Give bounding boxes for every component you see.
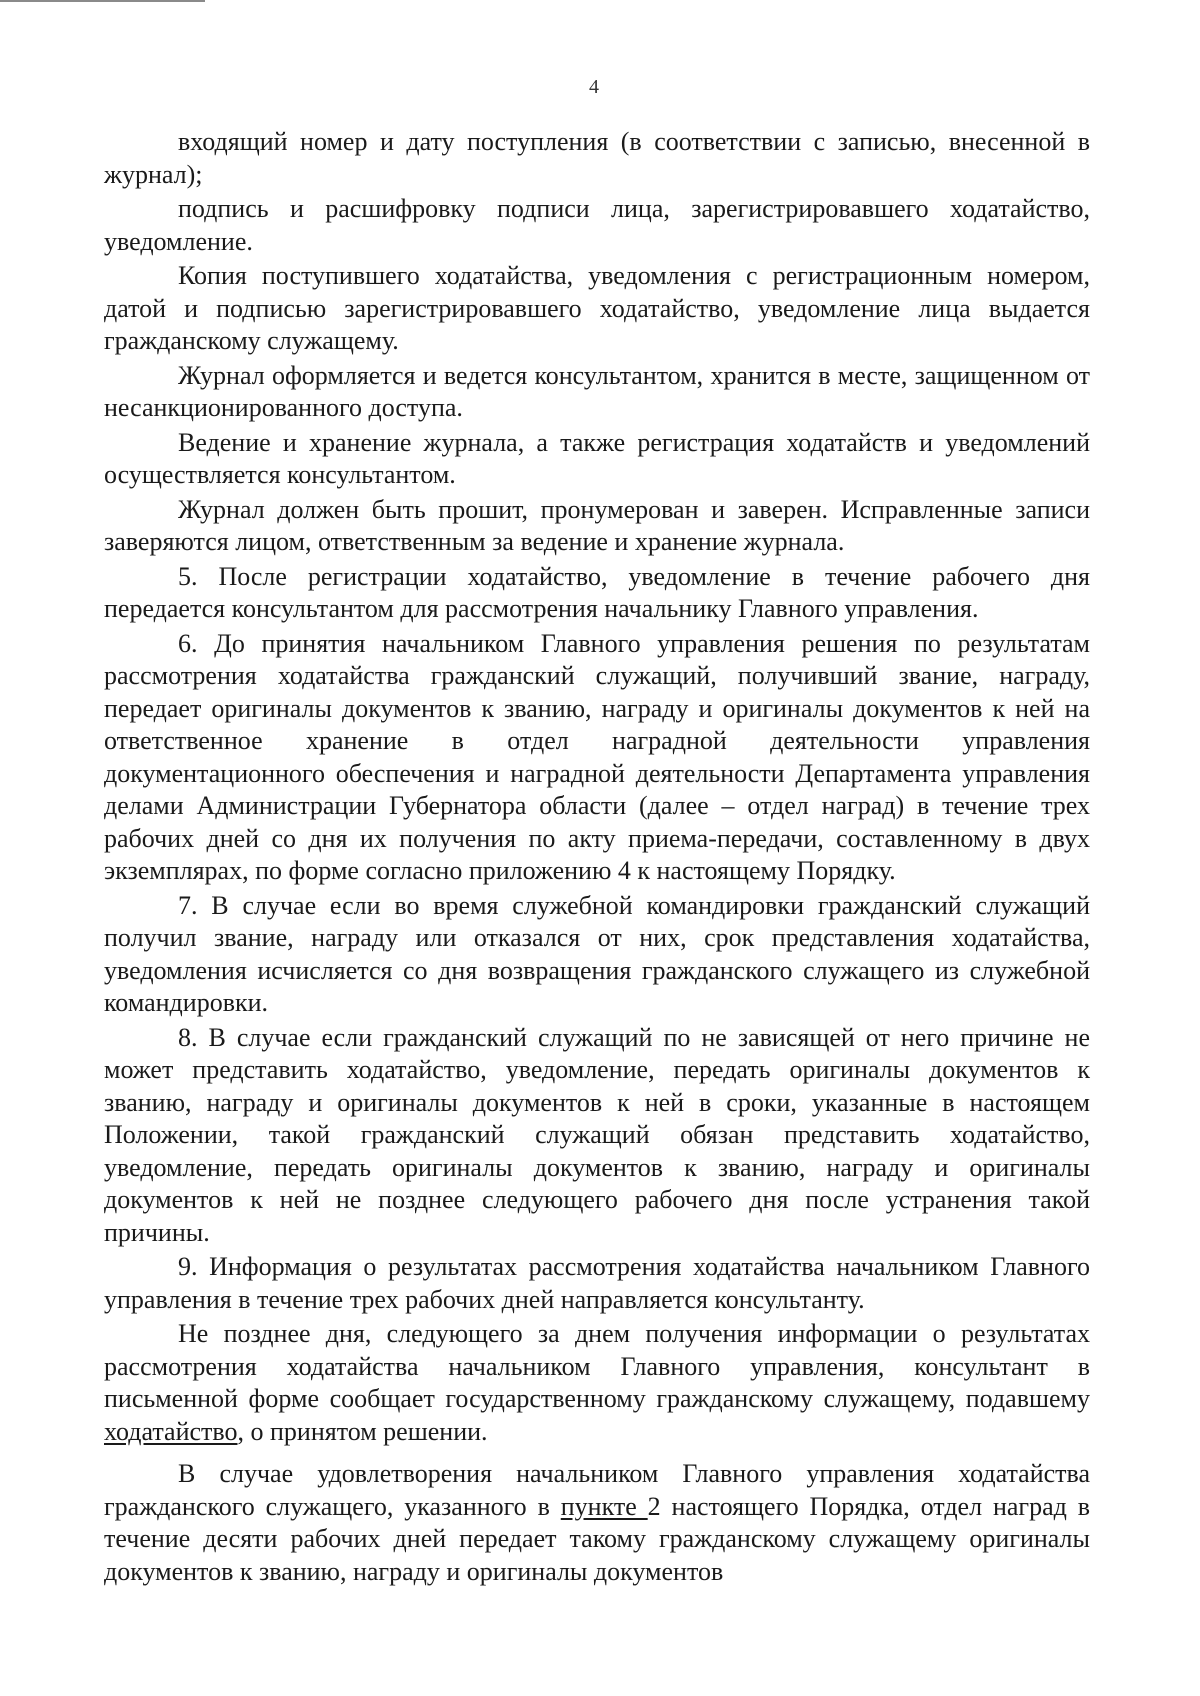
paragraph: [104, 1458, 1090, 1588]
paragraph: Журнал должен быть прошит, пронумерован и заверен. Исправленные записи заверяются лицом, ответственным за ведение и хранение журнала.: [104, 494, 1090, 556]
page-number: 4: [589, 76, 599, 98]
paragraph: [104, 1318, 1090, 1448]
hyperlink-punkt[interactable]: пункте: [560, 1491, 648, 1521]
scan-edge-line: [0, 0, 205, 2]
paragraph-text: В случае удовлетворения начальником Главного управления ходатайства гражданского служащего, указанного в: [104, 1459, 1090, 1521]
hyperlink-hodataystvo[interactable]: ходатайство: [104, 1416, 238, 1446]
paragraph: 9. Информация о результатах рассмотрения ходатайства начальником Главного управления в течение трех рабочих дней направляется консультанту.: [104, 1252, 1090, 1314]
paragraph: подпись и расшифровку подписи лица, зарегистрировавшего ходатайство, уведомление.: [104, 194, 1090, 256]
document-body: [104, 126, 1090, 1588]
paragraph: входящий номер и дату поступления (в соответствии с записью, внесенной в журнал);: [104, 127, 1090, 189]
paragraph: 7. В случае если во время служебной командировки гражданский служащий получил звание, награду или отказался от них, срок представления ходатайства, уведомления исчисляется со дня возвращения гражданского служащего из служебной командировки.: [104, 890, 1090, 1017]
paragraph-text: Не позднее дня, следующего за днем получения информации о результатах рассмотрения ходатайства начальником Главного управления, консультант в письменной форме сообщает государственному гражданскому служащему, подавшему: [104, 1319, 1090, 1413]
paragraph: Журнал оформляется и ведется консультантом, хранится в месте, защищенном от несанкционированного доступа.: [104, 360, 1090, 422]
paragraph: Копия поступившего ходатайства, уведомления с регистрационным номером, датой и подписью зарегистрировавшего ходатайство, уведомление лица выдается гражданскому служащему.: [104, 261, 1090, 355]
paragraph: 8. В случае если гражданский служащий по не зависящей от него причине не может представить ходатайство, уведомление, передать оригиналы документов к званию, награду и оригиналы документов к ней в сроки, указанные в настоящем Положении, такой гражданский служащий обязан представить ходатайство, уведомление, передать оригиналы документов к званию, награду и оригиналы документов к ней не позднее следующего рабочего дня после устранения такой причины.: [104, 1022, 1090, 1247]
paragraph-text: , о принятом решении.: [237, 1416, 488, 1446]
paragraph: Ведение и хранение журнала, а также регистрация ходатайств и уведомлений осуществляется консультантом.: [104, 427, 1090, 489]
paragraph-text: 2 настоящего Порядка, отдел наград в течение десяти рабочих дней передает такому гражданскому служащему оригиналы документов к званию, награду и оригиналы документов: [104, 1491, 1090, 1586]
paragraph: 5. После регистрации ходатайство, уведомление в течение рабочего дня передается консультантом для рассмотрения начальнику Главного управления.: [104, 561, 1090, 623]
paragraph: 6. До принятия начальником Главного управления решения по результатам рассмотрения ходатайства гражданский служащий, получивший звание, награду, передает оригиналы документов к званию, награду и оригиналы документов к ней на ответственное хранение в отдел наградной деятельности управления документационного обеспечения и наградной деятельности Департамента управления делами Администрации Губернатора области (далее – отдел наград) в течение трех рабочих дней со дня их получения по акту приема-передачи, составленному в двух экземплярах, по форме согласно приложению 4 к настоящему Порядку.: [104, 628, 1090, 885]
